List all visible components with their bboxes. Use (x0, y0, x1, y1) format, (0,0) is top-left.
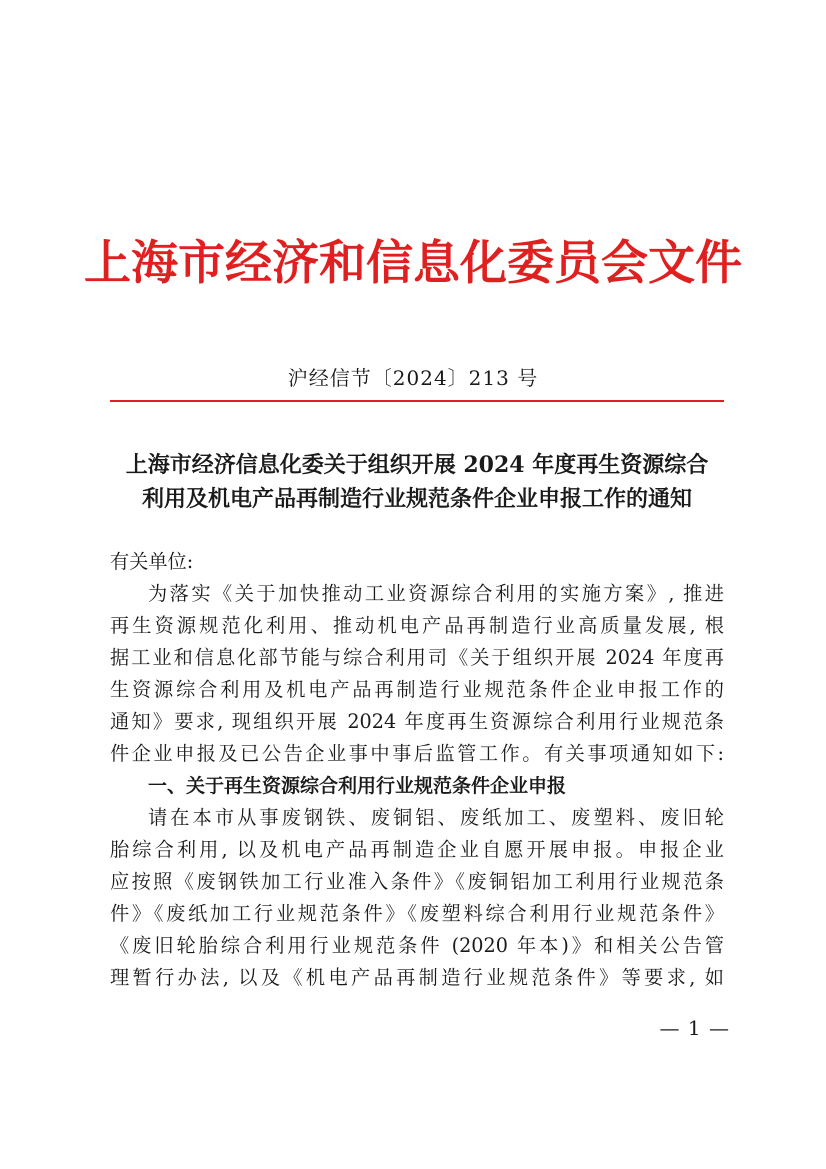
paragraph-line: 通知》要求, 现组织开展 2024 年度再生资源综合利用行业规范条 (110, 710, 724, 733)
paragraph-line: 胎综合利用, 以及机电产品再制造企业自愿开展申报。申报企业 (110, 838, 724, 861)
paragraph-line: 据工业和信息化部节能与综合利用司《关于组织开展 2024 年度再 (110, 646, 724, 669)
title-line: 上海市经济信息化委关于组织开展 2024 年度再生资源综合 (125, 452, 709, 478)
paragraph-line: 为落实《关于加快推动工业资源综合利用的实施方案》, 推进 (148, 582, 724, 605)
title-line: 利用及机电产品再制造行业规范条件企业申报工作的通知 (141, 486, 692, 512)
issuer-title: 上海市经济和信息化委员会文件 (84, 236, 742, 291)
paragraph-line: 《废旧轮胎综合利用行业规范条件 (2020 年本)》和相关公告管 (110, 934, 724, 957)
salutation: 有关单位: (110, 550, 194, 573)
page-number: — 1 — (659, 1016, 730, 1040)
paragraph-line: 生资源综合利用及机电产品再制造行业规范条件企业申报工作的 (110, 678, 724, 701)
paragraph-line: 应按照《废钢铁加工行业准入条件》《废铜铝加工利用行业规范条 (110, 870, 724, 893)
paragraph-line: 再生资源规范化利用、推动机电产品再制造行业高质量发展, 根 (110, 614, 724, 637)
section-heading: 一、关于再生资源综合利用行业规范条件企业申报 (148, 775, 567, 797)
red-divider (110, 400, 724, 402)
document-body (110, 546, 724, 994)
paragraph-line: 理暂行办法, 以及《机电产品再制造行业规范条件》等要求, 如 (110, 966, 724, 989)
document-title (100, 448, 734, 516)
paragraph-line: 件》《废纸加工行业规范条件》《废塑料综合利用行业规范条件》 (110, 902, 724, 925)
paragraph-line: 请在本市从事废钢铁、废铜铝、废纸加工、废塑料、废旧轮 (148, 806, 724, 829)
paragraph-line: 件企业申报及已公告企业事中事后监管工作。有关事项通知如下: (110, 742, 724, 765)
document-number: 沪经信节〔2024〕213 号 (287, 366, 539, 390)
